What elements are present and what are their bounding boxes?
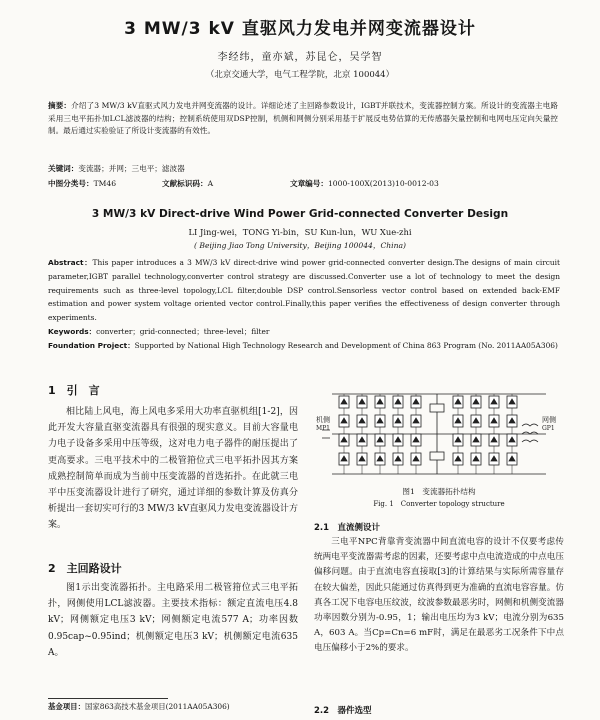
topology-diagram bbox=[314, 384, 564, 484]
footnote-rule bbox=[48, 698, 168, 699]
affiliation-cn: （北京交通大学，电气工程学院，北京 100044） bbox=[205, 70, 395, 80]
section-1-body bbox=[48, 404, 298, 534]
keywords-cn-label: 关键词： bbox=[48, 164, 79, 173]
paper-title-en: 3 MW/3 kV Direct-drive Wind Power Grid-connected Converter Design bbox=[91, 208, 509, 220]
abstract-en bbox=[48, 256, 560, 353]
keywords-en-text: converter；grid-connected；three-level；filter bbox=[96, 326, 270, 336]
foundation-text: Supported by National High Technology Research and Development of China 863 Program (No. 2011AA05A306) bbox=[134, 340, 558, 350]
doc-code-value: A bbox=[207, 179, 214, 188]
cls-value: TM46 bbox=[93, 179, 117, 188]
machine-side-label: 机侧 bbox=[316, 416, 330, 424]
footnotes bbox=[48, 700, 298, 713]
abstract-cn-label: 摘要： bbox=[48, 101, 72, 110]
machine-side-sub: MP1 bbox=[316, 425, 330, 432]
paper-title-cn: 3 MW/3 kV 直驱风力发电并网变流器设计 bbox=[124, 19, 476, 39]
article-no-label: 文章编号： bbox=[290, 179, 328, 188]
cls-label: 中图分类号： bbox=[48, 179, 94, 188]
article-number bbox=[290, 178, 439, 189]
keywords-en-label: Keywords： bbox=[48, 326, 97, 336]
abstract-en-text: This paper introduces a 3 MW/3 kV direct-drive wind power grid-connected converter design.The designs of main circuit parameter,IGBT parallel technology,converter control strategy are discussed.Converter use a lot of technology to meet the design requirements such as three-level topology,LCL filter,double DSP control.Sensorless vector control based on extended back-EMF estimation and power system voltage oriented vector control.Finally,this paper verifies the effectiveness of design converter through experiments. bbox=[48, 258, 560, 323]
section-1-paragraph: 相比陆上风电，海上风电多采用大功率直驱机组[1-2]，因此开发大容量直驱变流器具有很强的现实意义。目前大容量电力电子设备多采用中压等级，这对电力电子器件的耐压提出了更高要求。三电平技术中的二极管箝位式三电平拓扑因其方案成熟控制简单而成为当前中压变流器的首选拓扑。在此就三电平中压变流器设计进行了研究，通过详细的参数计算及仿真分析提出一套切实可行的3 MW/3 kV直驱风力发电变流器设计方案。 bbox=[48, 407, 298, 531]
dc-capacitor-lower bbox=[430, 452, 444, 460]
keywords-cn bbox=[48, 163, 185, 174]
keywords-cn-text: 变流器；并网；三电平；滤波器 bbox=[78, 164, 185, 173]
foundation-label: Foundation Project： bbox=[48, 340, 135, 350]
subsection-2-1-paragraph: 三电平NPC背靠背变流器中间直流电容的设计不仅要考虑传统两电平变流器需考虑的因素，还要考虑中点电流造成的中点电压偏移问题。由于直流电容直接取[3]的计算结果与实际所需容量存在较大偏差，因此只能通过仿真得到更为准确的直流电容容量。仿真各工况下电容电压纹波，纹波参数最恶劣时，网侧和机侧变流器功率因数分别为-0.95，1；输出电压均为3 kV；电流分别为635 A，603 A。当Cp=Cn=6 mF时，满足在最恶劣工况条件下中点电压偏移小于2%的要求。 bbox=[314, 537, 564, 654]
subsection-2-1-body bbox=[314, 535, 564, 657]
authors-en: LI Jing-wei，TONG Yi-bin，SU Kun-lun，WU Xue-zhi bbox=[188, 227, 412, 237]
affiliation-en: ( Beijing Jiao Tong University，Beijing 100044，China) bbox=[194, 241, 406, 250]
section-2-paragraph: 图1示出变流器拓扑。主电路采用二极管箝位式三电平拓扑，网侧使用LCL滤波器。主要技术指标：额定直流电压4.8 kV；网侧额定电压3 kV；网侧额定电流577 A；功率因数0.95cap~0.95ind；机侧额定电压3 kV；机侧额定电流635 A。 bbox=[48, 583, 298, 658]
foundation-project bbox=[48, 339, 560, 353]
classification-number bbox=[48, 178, 116, 189]
footnote-fund-text: 国家863高技术基金项目(2011AA05A306) bbox=[84, 702, 230, 711]
lcl-inductor-c bbox=[522, 440, 538, 442]
abstract-cn-text: 介绍了3 MW/3 kV直驱式风力发电并网变流器的设计。详细论述了主回路参数设计，IGBT并联技术，变流器控制方案。所设计的变流器主电路采用三电平拓扑加LCL滤波器的结构；控制系统使用双DSP控制，机侧和网侧分别采用基于扩展反电势估算的无传感器矢量控制和电网电压定向矢量控制。最后通过实验验证了所设计变流器的有效性。 bbox=[48, 101, 559, 136]
converter-topology-figure bbox=[314, 384, 564, 484]
abstract-en-label: Abstract： bbox=[48, 258, 93, 267]
abstract-cn bbox=[48, 100, 558, 138]
authors-cn: 李经纬，童亦斌，苏昆仑，吴学智 bbox=[217, 52, 383, 63]
document-code bbox=[162, 178, 213, 189]
figure-caption-en: Fig. 1 Converter topology structure bbox=[373, 500, 505, 508]
lcl-inductor-a bbox=[522, 424, 538, 426]
subsection-2-2-heading: 2.2 器件选型 bbox=[314, 706, 372, 716]
keywords-en bbox=[48, 325, 560, 339]
footnote-fund bbox=[48, 700, 298, 713]
footnote-fund-label: 基金项目： bbox=[48, 702, 85, 711]
figure-caption-cn: 图1 变流器拓扑结构 bbox=[402, 487, 476, 496]
subsection-2-1-heading: 2.1 直流侧设计 bbox=[314, 523, 381, 533]
article-no-value: 1000-100X(2013)10-0012-03 bbox=[327, 179, 439, 188]
abstract-en-para bbox=[48, 256, 560, 325]
section-2-body bbox=[48, 580, 298, 661]
doc-code-label: 文献标识码： bbox=[162, 179, 208, 188]
section-2-heading: 2 主回路设计 bbox=[48, 562, 122, 575]
grid-side-label: 网侧 bbox=[542, 416, 556, 424]
dc-capacitor-upper bbox=[430, 404, 444, 412]
grid-side-sub: GP1 bbox=[542, 425, 555, 432]
section-1-heading: 1 引 言 bbox=[48, 384, 100, 397]
